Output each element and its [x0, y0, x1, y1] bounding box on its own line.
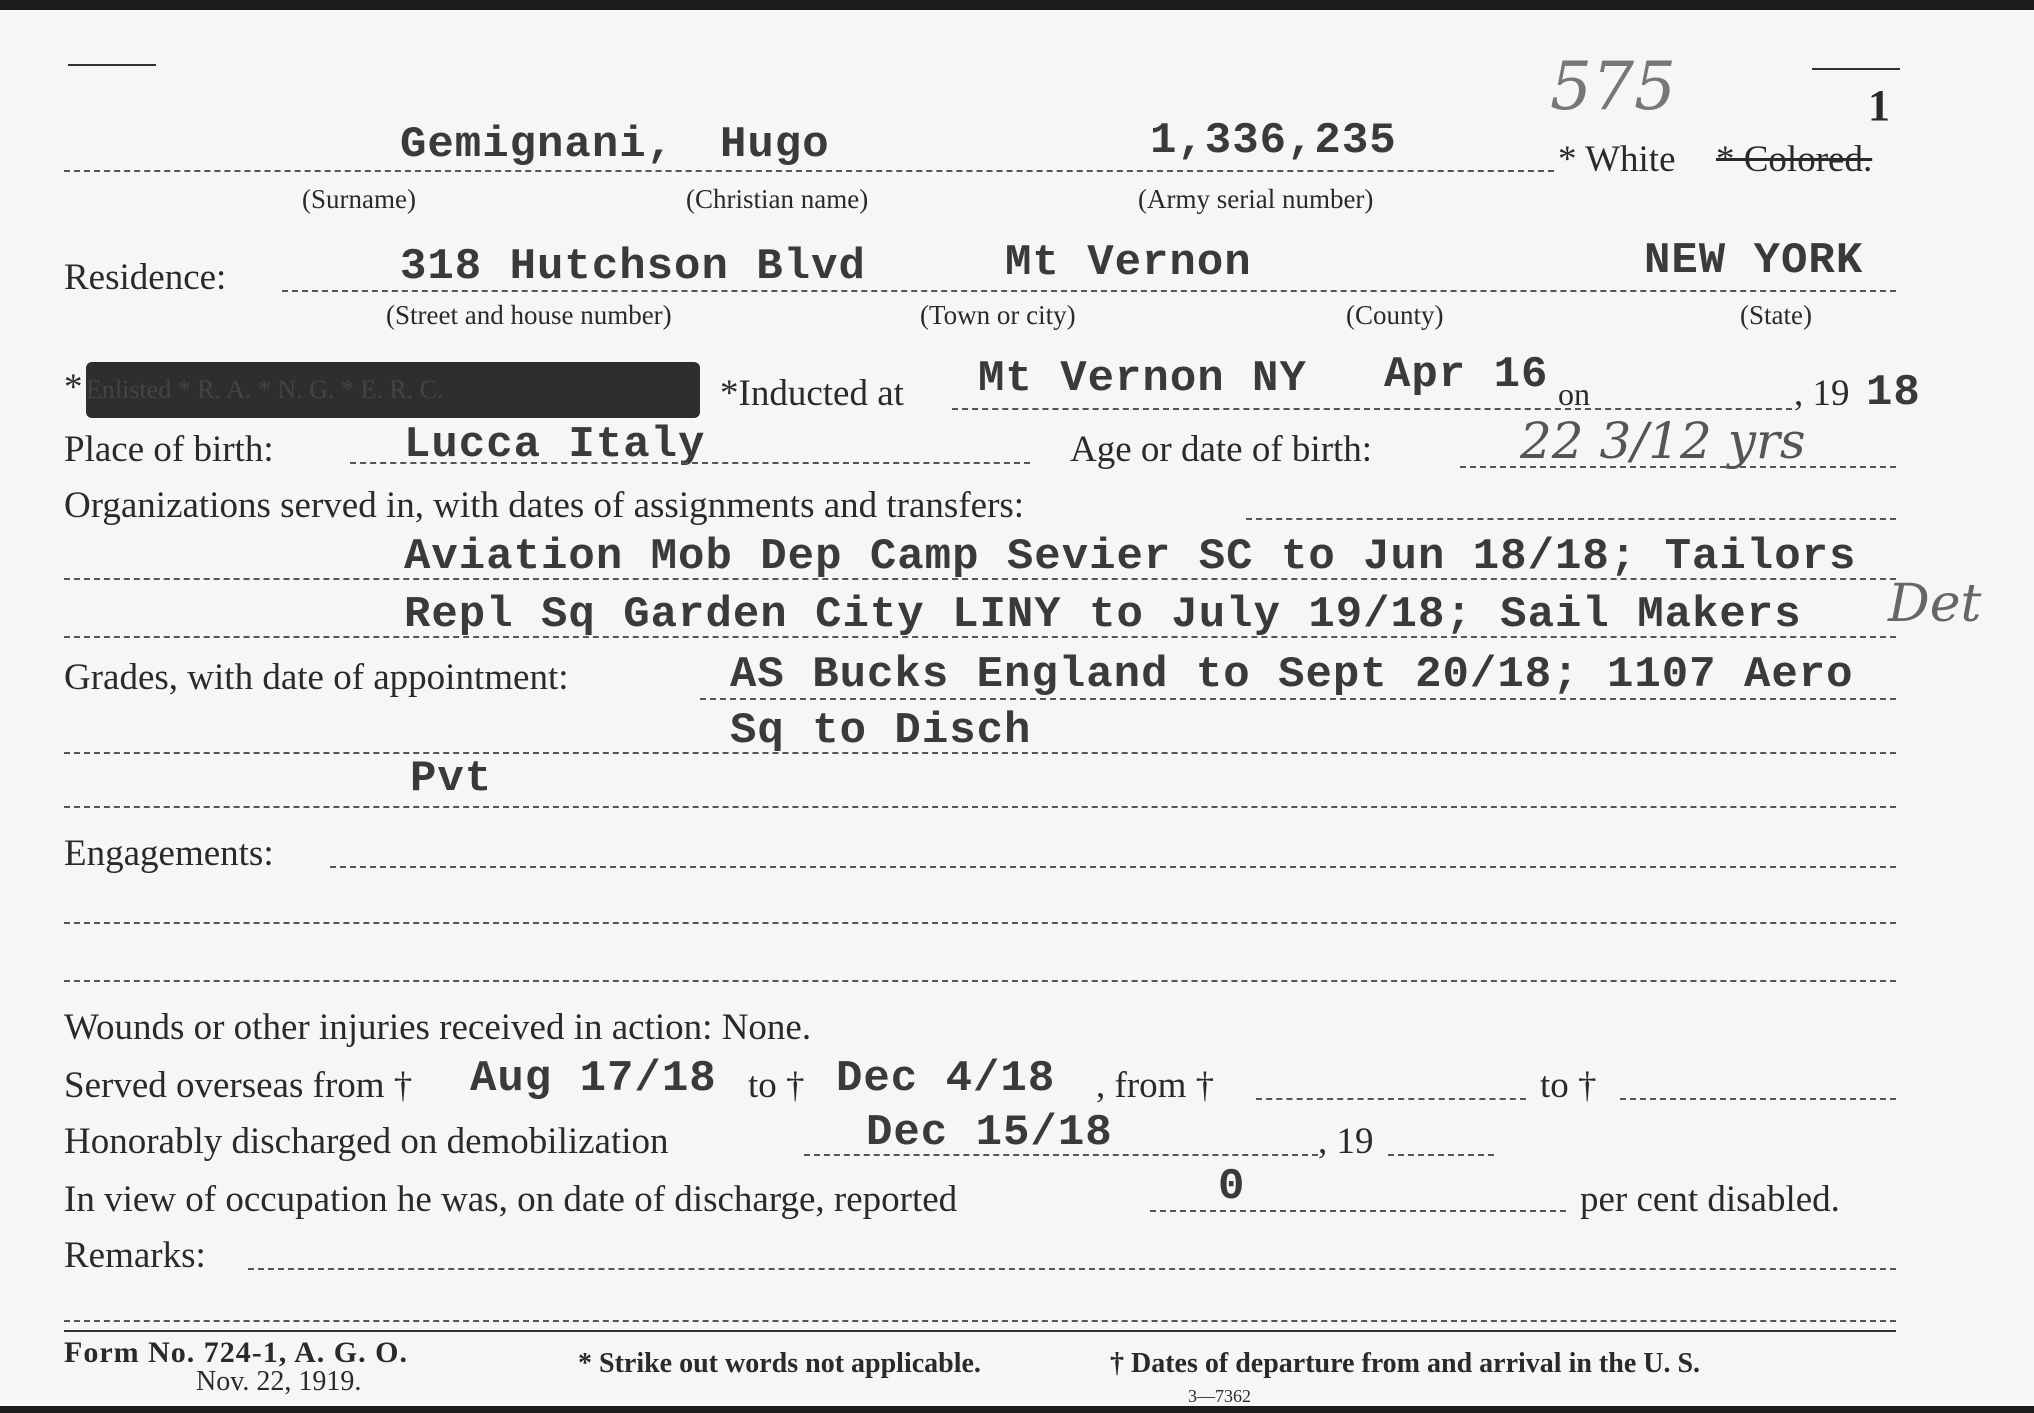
served-overseas-label: Served overseas from † — [64, 1065, 413, 1106]
organizations-line-3: AS Bucks England to Sept 20/18; 1107 Aero — [730, 650, 1854, 700]
wounds-label: Wounds or other injuries received in action: None. — [64, 1007, 812, 1048]
disability-label: In view of occupation he was, on date of discharge, reported — [64, 1179, 958, 1220]
organizations-rule-1 — [64, 578, 1896, 580]
residence-label: Residence: — [64, 257, 227, 298]
county-caption: (County) — [1346, 300, 1444, 330]
inducted-place-value: Mt Vernon NY — [978, 354, 1307, 404]
header-line — [64, 170, 1554, 172]
surname-caption: (Surname) — [302, 184, 416, 214]
state-caption: (State) — [1740, 300, 1812, 330]
induction-year-suffix: 18 — [1866, 368, 1921, 418]
stamp-number: 575 — [1550, 48, 1676, 125]
top-left-mark — [68, 64, 156, 66]
grades-rule-1 — [700, 698, 1896, 700]
induction-line — [952, 408, 1792, 410]
organizations-line-1: Aviation Mob Dep Camp Sevier SC to Jun 18/18; Tailors — [404, 532, 1857, 582]
disability-suffix: per cent disabled. — [1580, 1179, 1840, 1220]
age-label: Age or date of birth: — [1070, 429, 1373, 470]
organizations-rule-2 — [64, 636, 1896, 638]
organizations-line-4: Sq to Disch — [730, 706, 1032, 756]
top-right-mark — [1812, 68, 1900, 70]
remarks-label: Remarks: — [64, 1235, 206, 1276]
inducted-date-value: Apr 16 — [1384, 350, 1549, 400]
footer-rule — [64, 1330, 1896, 1332]
grades-rule-3 — [64, 806, 1896, 808]
residence-state-value: NEW YORK — [1644, 236, 1864, 286]
overseas-from2-line — [1256, 1098, 1526, 1100]
place-of-birth-line — [350, 462, 1030, 464]
colored-option: * Colored. — [1716, 139, 1873, 180]
induction-year-prefix: , 19 — [1794, 373, 1850, 414]
overseas-to-value: Dec 4/18 — [836, 1054, 1056, 1104]
form-date: Nov. 22, 1919. — [196, 1366, 362, 1397]
inducted-label: *Inducted at — [720, 373, 904, 414]
on-label: on — [1558, 376, 1590, 412]
age-value: 22 3/12 yrs — [1520, 412, 1806, 470]
overseas-from-value: Aug 17/18 — [470, 1054, 717, 1104]
christian-name-caption: (Christian name) — [686, 184, 869, 214]
christian-name-value: Hugo — [720, 120, 830, 170]
surname-value: Gemignani, — [400, 120, 675, 170]
age-line — [1460, 466, 1896, 468]
card-number: 1 — [1868, 81, 1890, 130]
grades-label: Grades, with date of appointment: — [64, 657, 569, 698]
army-serial-value: 1,336,235 — [1150, 116, 1397, 166]
engagements-rule-2 — [64, 922, 1896, 924]
discharge-label: Honorably discharged on demobilization — [64, 1121, 669, 1162]
engagements-label: Engagements: — [64, 833, 274, 874]
residence-line — [282, 290, 1896, 292]
engagements-rule-1 — [330, 866, 1896, 868]
remarks-rule-1 — [248, 1268, 1896, 1270]
army-serial-caption: (Army serial number) — [1138, 184, 1374, 214]
disability-line — [1150, 1210, 1566, 1212]
form-number: Form No. 724-1, A. G. O. — [64, 1336, 408, 1369]
strike-note: * Strike out words not applicable. — [578, 1348, 981, 1379]
discharge-line — [804, 1154, 1318, 1156]
print-code: 3—7362 — [1188, 1386, 1251, 1406]
organizations-label: Organizations served in, with dates of assignments and transfers: — [64, 485, 1025, 526]
street-caption: (Street and house number) — [386, 300, 672, 330]
grades-value: Pvt — [410, 754, 493, 804]
discharge-date-value: Dec 15/18 — [866, 1108, 1113, 1158]
place-of-birth-value: Lucca Italy — [404, 420, 706, 470]
enlisted-redacted: Enlisted * R. A. * N. G. * E. R. C. — [86, 362, 700, 418]
overseas-to-label: to † — [748, 1065, 805, 1106]
remarks-rule-2 — [64, 1320, 1896, 1322]
overseas-to2-line — [1620, 1098, 1896, 1100]
organizations-margin-note: Det — [1888, 574, 1982, 634]
engagements-rule-3 — [64, 980, 1896, 982]
overseas-from2-label: , from † — [1096, 1065, 1215, 1106]
service-record-card — [0, 10, 2034, 1406]
disability-value: 0 — [1218, 1162, 1246, 1212]
town-caption: (Town or city) — [920, 300, 1076, 330]
discharge-year-label: , 19 — [1318, 1121, 1374, 1162]
organizations-line-2: Repl Sq Garden City LINY to July 19/18; Sail Makers — [404, 590, 1802, 640]
organizations-line-0 — [1246, 518, 1896, 520]
residence-street-value: 318 Hutchson Blvd — [400, 242, 866, 292]
grades-rule-2 — [64, 752, 1896, 754]
discharge-year-line — [1388, 1154, 1494, 1156]
enlisted-asterisk: * — [64, 367, 83, 408]
white-option: * White — [1558, 139, 1676, 180]
place-of-birth-label: Place of birth: — [64, 429, 274, 470]
dates-note: † Dates of departure from and arrival in the U. S. — [1110, 1348, 1701, 1379]
overseas-to2-label: to † — [1540, 1065, 1597, 1106]
residence-town-value: Mt Vernon — [1005, 238, 1252, 288]
